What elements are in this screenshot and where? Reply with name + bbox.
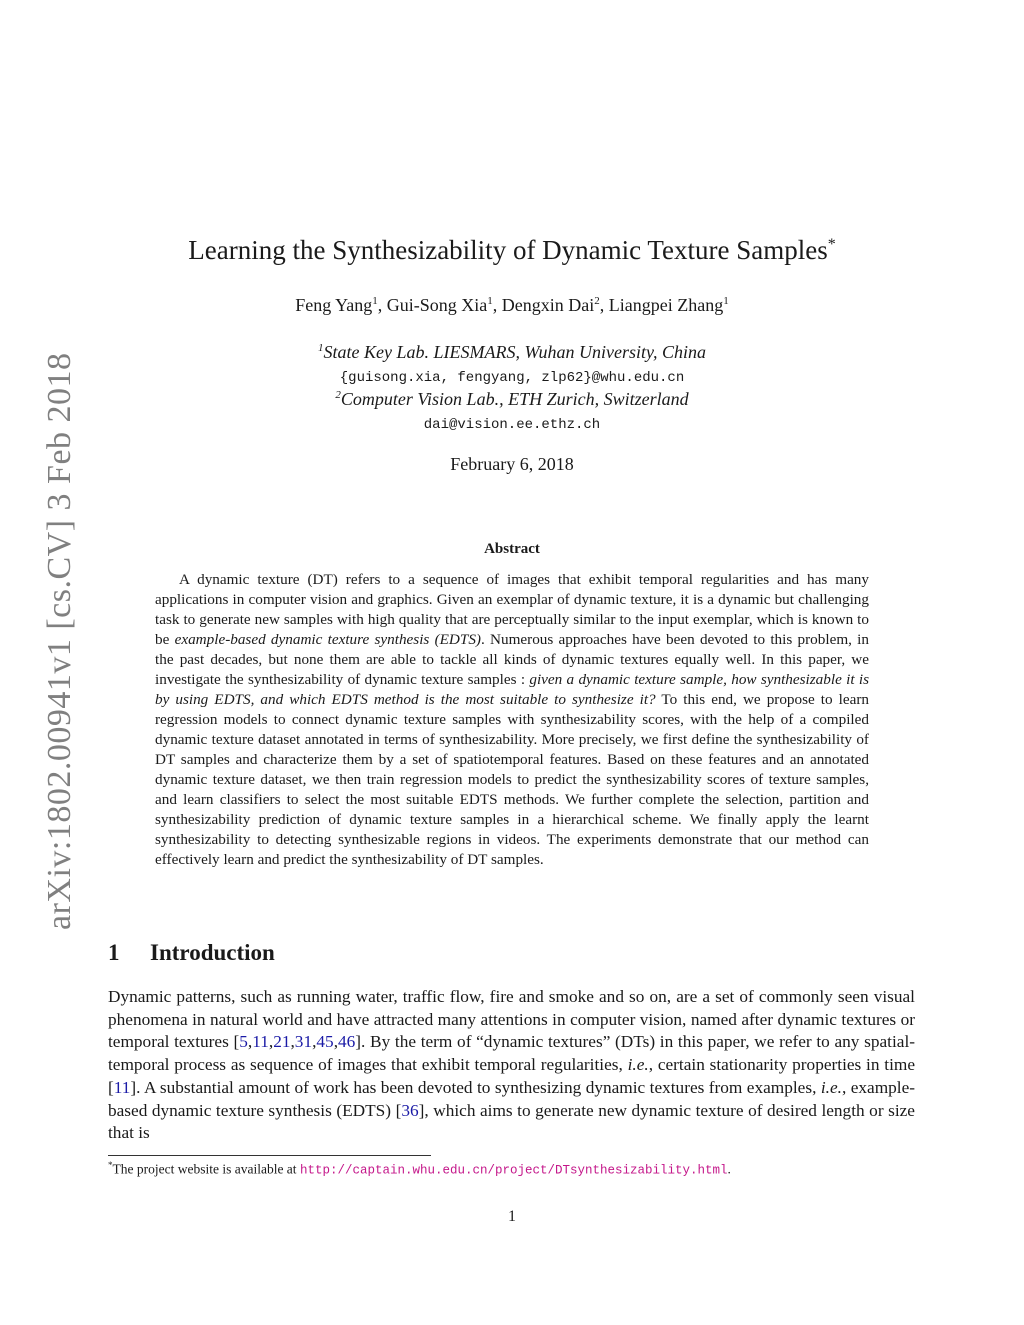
abstract-text: . Numerous approaches have been devoted to this problem, in the past decades, but none them are able to tackle all kinds of dynamic textures equally well. In this paper, we investigate the synthesizability of dynamic texture samples : xyxy=(155,631,869,688)
affiliation-1-email: {guisong.xia, fengyang, zlp62}@whu.edu.cn xyxy=(339,370,685,386)
affiliation-2-email: dai@vision.ee.ethz.ch xyxy=(423,417,601,433)
footnote-end: . xyxy=(727,1161,731,1177)
footnote-rule xyxy=(108,1155,431,1156)
footnote-text: The project website is available at xyxy=(112,1161,300,1177)
citation-link[interactable]: 45 xyxy=(316,1032,334,1052)
aff-mark: 2 xyxy=(335,389,341,401)
intro-text: ]. A substantial amount of work has been devoted to synthesizing dynamic textures from examples, xyxy=(130,1077,821,1097)
footnote-mark: * xyxy=(108,1160,113,1170)
intro-text: ]. By the term of “dynamic textures” (DTs) in this paper, we refer to any spatial-temporal process as sequence of images that exhibit temporal regularities, xyxy=(108,1032,915,1075)
author-aff-mark: 2 xyxy=(594,295,600,307)
affiliation-name: State Key Lab. LIESMARS, Wuhan University, China xyxy=(323,342,706,362)
author-list: Feng Yang$^1$, Gui-Song Xia$^1$, Dengxin Dai$^2$, Liangpei Zhang$^1$ xyxy=(295,295,729,315)
citation-link[interactable]: 21 xyxy=(273,1032,291,1052)
section-heading xyxy=(108,940,275,966)
author-aff-mark: 1 xyxy=(372,295,378,307)
citation-link[interactable]: 36 xyxy=(401,1100,419,1120)
abstract-text: A dynamic texture (DT) refers to a sequence of images that exhibit temporal regularities and has many applications in computer vision and graphics. Given an exemplar of dynamic texture, it is a dynamic but challenging task to generate new samples with high quality that are perceptually similar to the input exemplar, which is known to be xyxy=(155,571,869,648)
title-footnote-mark: * xyxy=(827,236,836,253)
citation-link[interactable]: 31 xyxy=(294,1032,313,1052)
aff-mark: 1 xyxy=(318,342,324,354)
author-name: Gui-Song Xia xyxy=(386,295,488,315)
intro-text: Dynamic patterns, such as running water, traffic flow, fire and smoke and so on, are a set of commonly seen visual phenomena in natural world and have attracted many attentions in computer vision, named after dynamic textures or temporal textures [ xyxy=(108,987,915,1052)
intro-text: ], which aims to generate new dynamic texture of desired length or size that is xyxy=(108,1100,915,1143)
section-title: Introduction xyxy=(150,940,275,965)
project-url-link[interactable]: http://captain.whu.edu.cn/project/DTsynthesizability.html xyxy=(299,1163,728,1178)
citation-link[interactable]: 5 xyxy=(239,1032,248,1052)
abstract-body xyxy=(155,570,869,870)
abstract-emphasis: example-based dynamic texture synthesis (EDTS) xyxy=(174,631,481,648)
citation-link[interactable]: 11 xyxy=(252,1032,269,1052)
arxiv-stamp: arXiv:1802.00941v1 [cs.CV] 3 Feb 2018 xyxy=(41,352,78,930)
intro-text: , example-based dynamic texture synthesis (EDTS) [ xyxy=(108,1077,915,1120)
paper-title xyxy=(0,235,1024,266)
author-aff-mark: 1 xyxy=(723,295,729,307)
intro-paragraph: Dynamic patterns, such as running water, traffic flow, fire and smoke and so on, are a set of commonly seen visual phenomena in natural world and have attracted many attentions in computer vision, named after dynamic textures or temporal textures [5,11,21,31,45,46]. By the term of “dynamic textures” (DTs) in this paper, we refer to any spatial-temporal process as sequence of images that exhibit temporal regularities, i.e., certain stationarity properties in time [11]. A substantial amount of work has been devoted to synthesizing dynamic textures from examples, i.e., example-based dynamic texture synthesis (EDTS) [36], which aims to generate new dynamic texture of desired length or size that is xyxy=(108,987,915,1143)
title-text: Learning the Synthesizability of Dynamic Texture Samples xyxy=(188,235,828,265)
affiliation-name: Computer Vision Lab., ETH Zurich, Switzerland xyxy=(340,389,689,409)
intro-text: , certain stationarity properties in time [ xyxy=(108,1055,915,1097)
page-number: 1 xyxy=(508,1208,516,1225)
author-name: Dengxin Dai xyxy=(501,295,595,315)
citation-link[interactable]: 46 xyxy=(338,1032,356,1052)
abstract-heading: Abstract xyxy=(484,541,540,557)
author-name: Feng Yang xyxy=(295,295,373,315)
footnote xyxy=(108,1160,915,1178)
abstract-emphasis: given a dynamic texture sample, how synthesizable it is by using EDTS, and which EDTS method is the most suitable to synthesize it? xyxy=(155,671,869,708)
section-number: 1 xyxy=(108,940,120,965)
citation-link[interactable]: 11 xyxy=(113,1077,131,1097)
paper-date: February 6, 2018 xyxy=(450,454,574,474)
abstract-text: To this end, we propose to learn regression models to connect dynamic texture samples with synthesizability scores, with the help of a compiled dynamic texture dataset annotated in terms of synthesizability. More precisely, we first define the synthesizability of DT samples and characterize them by a set of spatiotemporal features. Based on these features and an annotated dynamic texture dataset, we then train regression models to predict the synthesizability scores of texture samples, and learn classifiers to select the most suitable EDTS methods. We further complete the selection, partition and synthesizability prediction of dynamic texture samples in a hierarchical scheme. We finally apply the learnt synthesizability to detecting synthesizable regions in videos. The experiments demonstrate that our method can effectively learn and predict the synthesizability of DT samples. xyxy=(155,691,869,868)
affiliation-1 xyxy=(0,342,1024,363)
author-name: Liangpei Zhang xyxy=(608,295,724,315)
affiliation-2 xyxy=(0,389,1024,410)
intro-emphasis: i.e. xyxy=(627,1055,649,1075)
intro-emphasis: i.e. xyxy=(820,1077,842,1097)
author-aff-mark: 1 xyxy=(487,295,493,307)
